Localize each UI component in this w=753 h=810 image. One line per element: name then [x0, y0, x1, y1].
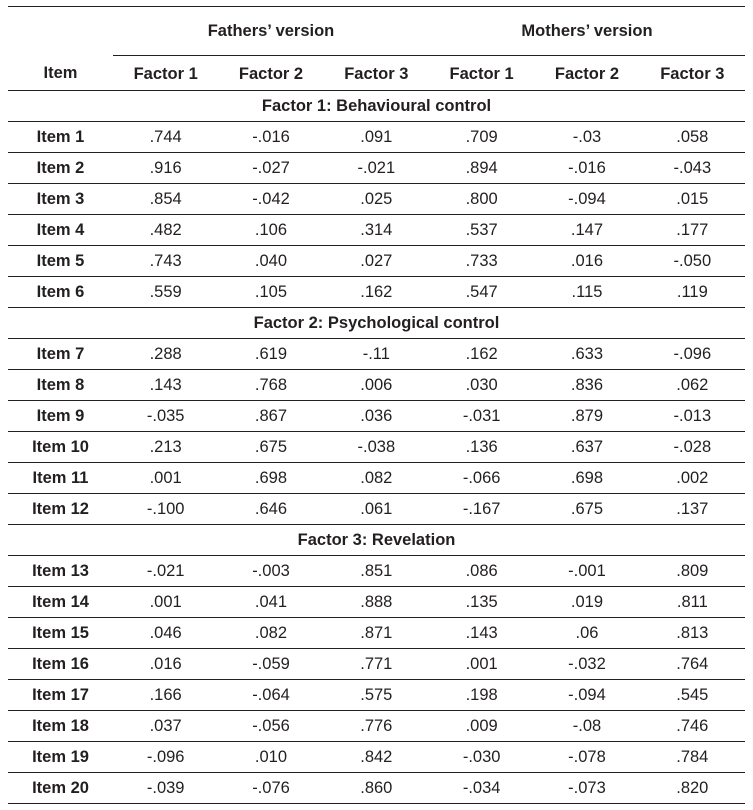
factor-loadings-table	[8, 6, 745, 804]
loading-value-cell: .040	[218, 246, 323, 277]
loading-value-cell: -.050	[640, 246, 745, 277]
loading-value-cell: -.167	[429, 494, 534, 525]
table-row	[8, 432, 745, 463]
loading-value-cell: .867	[218, 401, 323, 432]
loading-value-cell: .764	[640, 649, 745, 680]
loading-value-cell: -.016	[534, 153, 639, 184]
loading-value-cell: .916	[113, 153, 218, 184]
loading-value-cell: .836	[534, 370, 639, 401]
table-row	[8, 649, 745, 680]
loading-value-cell: .082	[218, 618, 323, 649]
loading-value-cell: .637	[534, 432, 639, 463]
loading-value-cell: .106	[218, 215, 323, 246]
loading-value-cell: .559	[113, 277, 218, 308]
loading-value-cell: .019	[534, 587, 639, 618]
table-row	[8, 587, 745, 618]
column-header-mothers-factor-2: Factor 2	[534, 56, 639, 91]
loading-value-cell: -.096	[113, 742, 218, 773]
loading-value-cell: .162	[429, 339, 534, 370]
loading-value-cell: .771	[324, 649, 429, 680]
loading-value-cell: .136	[429, 432, 534, 463]
table-row	[8, 742, 745, 773]
loading-value-cell: -.039	[113, 773, 218, 804]
section-header-row	[8, 91, 745, 122]
loading-value-cell: .177	[640, 215, 745, 246]
column-header-fathers-factor-2: Factor 2	[218, 56, 323, 91]
section-title: Factor 3: Revelation	[8, 525, 745, 556]
loading-value-cell: -.08	[534, 711, 639, 742]
loading-value-cell: .743	[113, 246, 218, 277]
loading-value-cell: -.021	[113, 556, 218, 587]
loading-value-cell: .888	[324, 587, 429, 618]
loading-value-cell: .746	[640, 711, 745, 742]
item-label: Item 17	[8, 680, 113, 711]
loading-value-cell: .030	[429, 370, 534, 401]
table-row	[8, 184, 745, 215]
item-label: Item 13	[8, 556, 113, 587]
table-row	[8, 711, 745, 742]
loading-value-cell: -.028	[640, 432, 745, 463]
item-label: Item 16	[8, 649, 113, 680]
loading-value-cell: -.042	[218, 184, 323, 215]
loading-value-cell: -.078	[534, 742, 639, 773]
loading-value-cell: .105	[218, 277, 323, 308]
loading-value-cell: .091	[324, 122, 429, 153]
item-label: Item 18	[8, 711, 113, 742]
column-header-mothers-factor-1: Factor 1	[429, 56, 534, 91]
loading-value-cell: .813	[640, 618, 745, 649]
factor-loadings-table-container	[8, 6, 745, 804]
loading-value-cell: .002	[640, 463, 745, 494]
item-label: Item 20	[8, 773, 113, 804]
table-row	[8, 153, 745, 184]
loading-value-cell: .147	[534, 215, 639, 246]
fathers-version-header: Fathers’ version	[113, 7, 429, 56]
loading-value-cell: -.094	[534, 680, 639, 711]
loading-value-cell: .115	[534, 277, 639, 308]
loading-value-cell: .006	[324, 370, 429, 401]
loading-value-cell: .851	[324, 556, 429, 587]
loading-value-cell: .879	[534, 401, 639, 432]
loading-value-cell: .698	[534, 463, 639, 494]
loading-value-cell: .061	[324, 494, 429, 525]
loading-value-cell: .842	[324, 742, 429, 773]
loading-value-cell: -.100	[113, 494, 218, 525]
loading-value-cell: .733	[429, 246, 534, 277]
loading-value-cell: -.096	[640, 339, 745, 370]
loading-value-cell: .082	[324, 463, 429, 494]
loading-value-cell: .800	[429, 184, 534, 215]
loading-value-cell: .001	[429, 649, 534, 680]
table-row	[8, 618, 745, 649]
loading-value-cell: -.001	[534, 556, 639, 587]
item-label: Item 14	[8, 587, 113, 618]
item-label: Item 4	[8, 215, 113, 246]
loading-value-cell: -.094	[534, 184, 639, 215]
item-label: Item 9	[8, 401, 113, 432]
loading-value-cell: .086	[429, 556, 534, 587]
loading-value-cell: -.056	[218, 711, 323, 742]
loading-value-cell: .010	[218, 742, 323, 773]
loading-value-cell: .646	[218, 494, 323, 525]
table-row	[8, 463, 745, 494]
table-row	[8, 680, 745, 711]
loading-value-cell: -.021	[324, 153, 429, 184]
table-row	[8, 215, 745, 246]
loading-value-cell: .860	[324, 773, 429, 804]
loading-value-cell: .037	[113, 711, 218, 742]
column-header-mothers-factor-3: Factor 3	[640, 56, 745, 91]
item-label: Item 7	[8, 339, 113, 370]
loading-value-cell: -.059	[218, 649, 323, 680]
loading-value-cell: -.064	[218, 680, 323, 711]
item-label: Item 8	[8, 370, 113, 401]
loading-value-cell: .119	[640, 277, 745, 308]
loading-value-cell: .166	[113, 680, 218, 711]
loading-value-cell: .709	[429, 122, 534, 153]
item-label: Item 11	[8, 463, 113, 494]
loading-value-cell: .137	[640, 494, 745, 525]
item-label: Item 15	[8, 618, 113, 649]
table-row	[8, 277, 745, 308]
loading-value-cell: .575	[324, 680, 429, 711]
loading-value-cell: .058	[640, 122, 745, 153]
loading-value-cell: .288	[113, 339, 218, 370]
item-label: Item 10	[8, 432, 113, 463]
section-header-row	[8, 525, 745, 556]
loading-value-cell: .619	[218, 339, 323, 370]
table-row	[8, 401, 745, 432]
loading-value-cell: .894	[429, 153, 534, 184]
table-row	[8, 122, 745, 153]
loading-value-cell: .016	[534, 246, 639, 277]
loading-value-cell: -.031	[429, 401, 534, 432]
table-row	[8, 246, 745, 277]
loading-value-cell: .633	[534, 339, 639, 370]
loading-value-cell: .809	[640, 556, 745, 587]
loading-value-cell: .025	[324, 184, 429, 215]
loading-value-cell: .009	[429, 711, 534, 742]
item-label: Item 2	[8, 153, 113, 184]
loading-value-cell: -.027	[218, 153, 323, 184]
loading-value-cell: .547	[429, 277, 534, 308]
item-label: Item 1	[8, 122, 113, 153]
item-label: Item 12	[8, 494, 113, 525]
loading-value-cell: .768	[218, 370, 323, 401]
loading-value-cell: -.032	[534, 649, 639, 680]
column-header-item: Item	[8, 56, 113, 91]
loading-value-cell: .314	[324, 215, 429, 246]
table-row	[8, 773, 745, 804]
column-header-row	[8, 56, 745, 91]
loading-value-cell: .016	[113, 649, 218, 680]
section-title: Factor 1: Behavioural control	[8, 91, 745, 122]
loading-value-cell: .041	[218, 587, 323, 618]
loading-value-cell: -.035	[113, 401, 218, 432]
loading-value-cell: .784	[640, 742, 745, 773]
loading-value-cell: .871	[324, 618, 429, 649]
loading-value-cell: -.003	[218, 556, 323, 587]
loading-value-cell: .143	[429, 618, 534, 649]
loading-value-cell: .036	[324, 401, 429, 432]
column-header-fathers-factor-3: Factor 3	[324, 56, 429, 91]
loading-value-cell: .776	[324, 711, 429, 742]
loading-value-cell: -.076	[218, 773, 323, 804]
item-label: Item 6	[8, 277, 113, 308]
loading-value-cell: .162	[324, 277, 429, 308]
loading-value-cell: -.013	[640, 401, 745, 432]
mothers-version-header: Mothers’ version	[429, 7, 745, 56]
loading-value-cell: .015	[640, 184, 745, 215]
loading-value-cell: .698	[218, 463, 323, 494]
section-header-row	[8, 308, 745, 339]
loading-value-cell: .198	[429, 680, 534, 711]
loading-value-cell: -.016	[218, 122, 323, 153]
loading-value-cell: .482	[113, 215, 218, 246]
loading-value-cell: -.030	[429, 742, 534, 773]
loading-value-cell: .675	[534, 494, 639, 525]
loading-value-cell: .001	[113, 463, 218, 494]
table-row	[8, 339, 745, 370]
loading-value-cell: .001	[113, 587, 218, 618]
item-label: Item 3	[8, 184, 113, 215]
loading-value-cell: .06	[534, 618, 639, 649]
loading-value-cell: -.11	[324, 339, 429, 370]
loading-value-cell: .143	[113, 370, 218, 401]
loading-value-cell: .854	[113, 184, 218, 215]
loading-value-cell: .675	[218, 432, 323, 463]
loading-value-cell: .027	[324, 246, 429, 277]
loading-value-cell: .545	[640, 680, 745, 711]
loading-value-cell: .820	[640, 773, 745, 804]
table-row	[8, 494, 745, 525]
loading-value-cell: .744	[113, 122, 218, 153]
empty-corner-cell	[8, 7, 113, 56]
loading-value-cell: -.066	[429, 463, 534, 494]
loading-value-cell: .135	[429, 587, 534, 618]
loading-value-cell: -.073	[534, 773, 639, 804]
loading-value-cell: .062	[640, 370, 745, 401]
item-label: Item 19	[8, 742, 113, 773]
loading-value-cell: -.043	[640, 153, 745, 184]
column-header-fathers-factor-1: Factor 1	[113, 56, 218, 91]
version-header-row	[8, 7, 745, 56]
table-row	[8, 556, 745, 587]
section-title: Factor 2: Psychological control	[8, 308, 745, 339]
loading-value-cell: .537	[429, 215, 534, 246]
loading-value-cell: .213	[113, 432, 218, 463]
table-body	[8, 91, 745, 804]
loading-value-cell: -.034	[429, 773, 534, 804]
table-row	[8, 370, 745, 401]
loading-value-cell: .811	[640, 587, 745, 618]
loading-value-cell: -.03	[534, 122, 639, 153]
loading-value-cell: .046	[113, 618, 218, 649]
loading-value-cell: -.038	[324, 432, 429, 463]
item-label: Item 5	[8, 246, 113, 277]
